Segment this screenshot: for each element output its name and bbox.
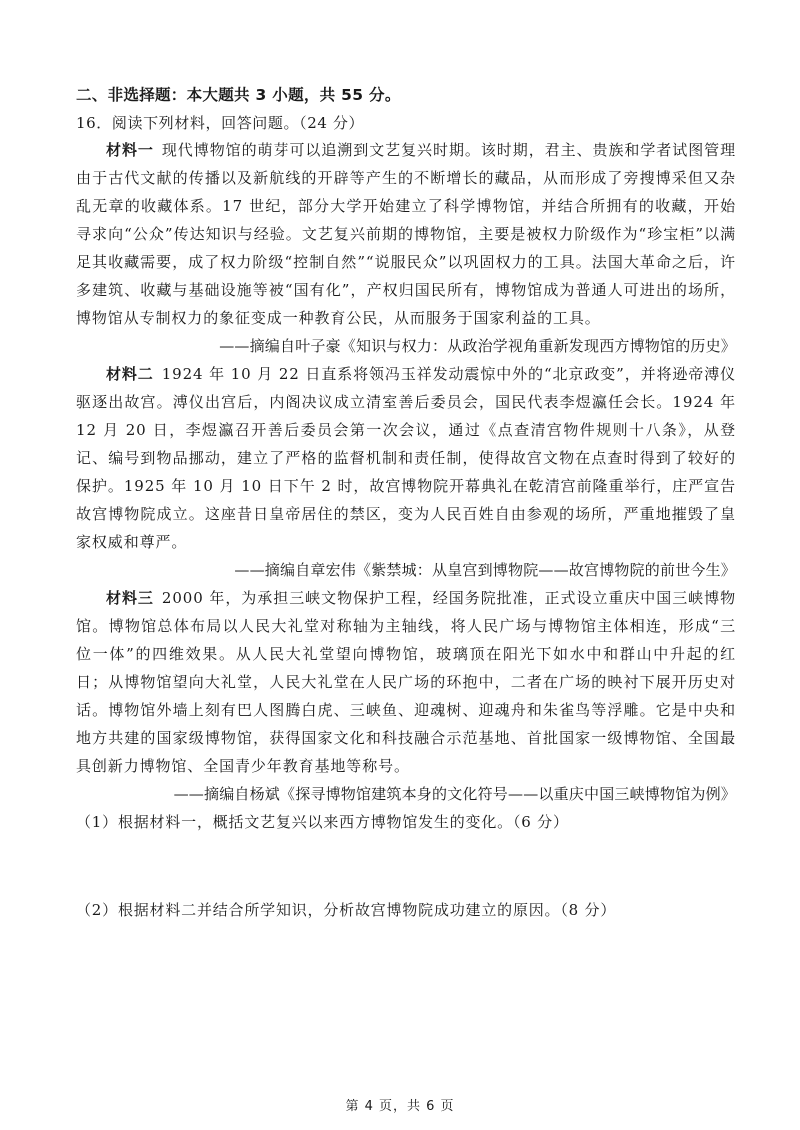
material-1-text: 现代博物馆的萌芽可以追溯到文艺复兴时期。该时期，君主、贵族和学者试图管理由于古代文献的传播以及新航线的开辟等产生的不断增长的藏品，从而形成了旁搜博采但又杂乱无章的收藏体系。17 世纪，部分大学开始建立了科学博物馆，并结合所拥有的收藏，开始寻求向“公众”传达知识与经验。文艺复兴前期的博物馆，主要是被权力阶级作为“珍宝柜”以满足其收藏需要，成了权力阶级“控制自然”“说服民众”以巩固权力的工具。法国大革命之后，许多建筑、收藏与基础设施等被“国有化”，产权归国民所有，博物馆成为普通人可进出的场所，博物馆从专制权力的象征变成一种教育公民，从而服务于国家利益的工具。 [76, 141, 737, 327]
material-3-label: 材料三 [106, 589, 154, 607]
material-3-source: ——摘编自杨斌《探寻博物馆建筑本身的文化符号——以重庆中国三峡博物馆为例》 [173, 785, 736, 803]
subquestion-1: （1）根据材料一，概括文艺复兴以来西方博物馆发生的变化。（6 分） [76, 813, 569, 831]
subquestion-2: （2）根据材料二并结合所学知识，分析故宫博物院成功建立的原因。（8 分） [76, 901, 617, 919]
page-footer: 第 4 页，共 6 页 [345, 1099, 455, 1114]
material-1 [76, 136, 736, 360]
material-2-label: 材料二 [106, 365, 154, 383]
material-1-label: 材料一 [106, 141, 154, 159]
material-2 [76, 360, 736, 584]
material-3-text: 2000 年，为承担三峡文物保护工程，经国务院批准，正式设立重庆中国三峡博物馆。博物馆总体布局以人民大礼堂对称轴为主轴线，将人民广场与博物馆主体相连，形成“三位一体”的四维效果。从人民大礼堂望向博物馆，玻璃顶在阳光下如水中和群山中升起的红日；从博物馆望向大礼堂，人民大礼堂在人民广场的环抱中，二者在广场的映衬下展开历史对话。博物馆外墙上刻有巴人图腾白虎、三峡鱼、迎魂树、迎魂舟和朱雀鸟等浮雕。它是中央和地方共建的国家级博物馆，获得国家文化和科技融合示范基地、首批国家一级博物馆、全国最具创新力博物馆、全国青少年教育基地等称号。 [76, 589, 736, 775]
answer-space-1 [76, 836, 736, 896]
exam-page [76, 84, 736, 924]
question-16-prompt: 16．阅读下列材料，回答问题。（24 分） [76, 114, 365, 132]
section-title: 二、非选择题：本大题共 3 小题，共 55 分。 [76, 86, 401, 104]
material-1-source: ——摘编自叶子豪《知识与权力：从政治学视角重新发现西方博物馆的历史》 [219, 337, 736, 355]
material-3 [76, 584, 736, 808]
material-2-text: 1924 年 10 月 22 日直系将领冯玉祥发动震惊中外的“北京政变”，并将逊帝溥仪驱逐出故宫。溥仪出宫后，内阁决议成立清室善后委员会，国民代表李煜瀛任会长。1924 年 12 月 20 日，李煜瀛召开善后委员会第一次会议，通过《点查清宫物件规则十八条》，从登记、编号到物品挪动，建立了严格的监督机制和责任制，使得故宫文物在点查时得到了较好的保护。1925 年 10 月 10 日下午 2 时，故宫博物院开幕典礼在乾清宫前隆重举行，庄严宣告故宫博物院成立。这座昔日皇帝居住的禁区，变为人民百姓自由参观的场所，严重地摧毁了皇家权威和尊严。 [76, 365, 737, 551]
material-2-source: ——摘编自章宏伟《紫禁城：从皇宫到博物院——故宫博物院的前世今生》 [234, 561, 736, 579]
